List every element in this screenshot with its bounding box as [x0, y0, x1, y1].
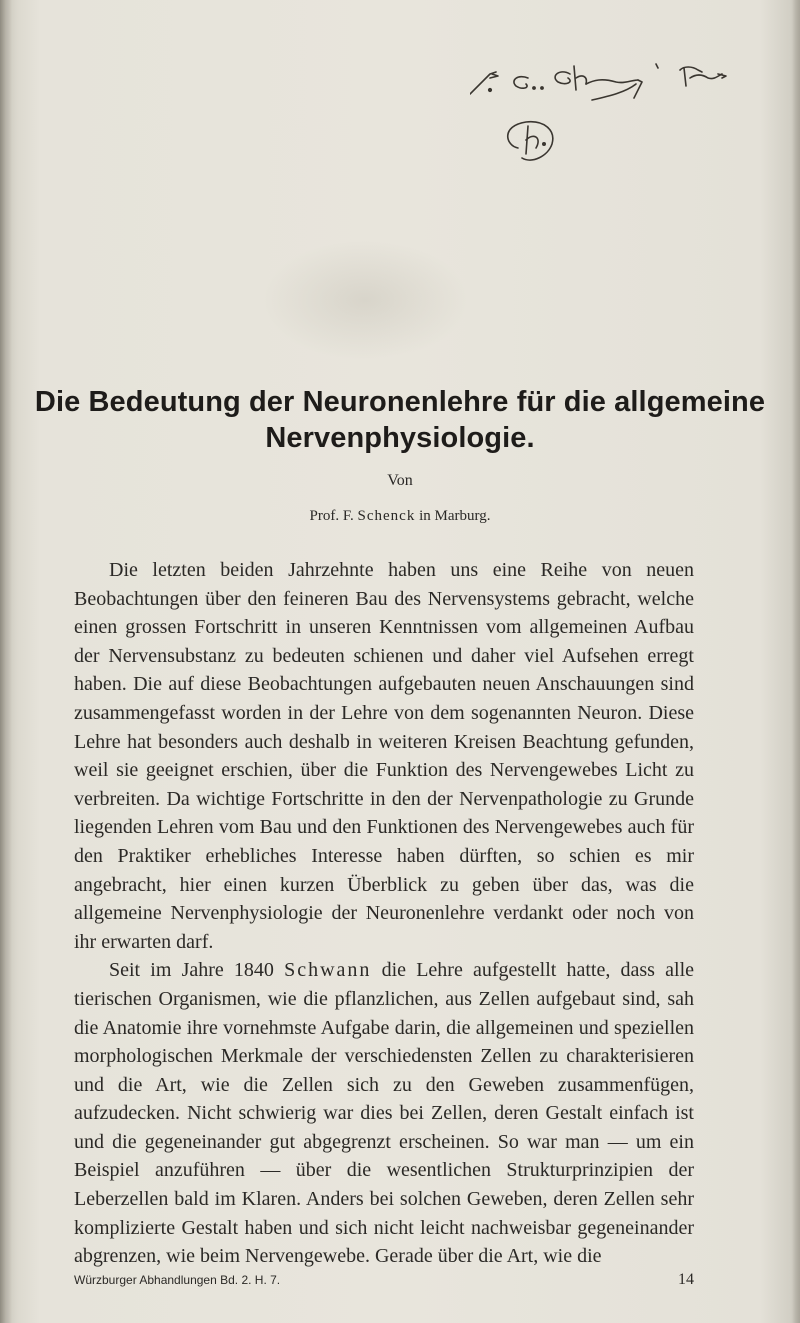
paragraph-2	[74, 956, 694, 1271]
paragraph-2-rest: die Lehre aufgestellt hatte, dass alle tierischen Organismen, wie die pflanzlichen, aus Zellen aufgebaut sind, sah die Anatomie ihre vornehmste Aufgabe darin, die allgemeinen und speziellen morphologischen Merkmale der verschiedensten Zellen zu charakterisieren und die Art, wie die Zellen sich zu den Geweben zusammenfügen, aufzudecken. Nicht schwierig war dies bei Zellen, deren Gestalt einfach ist und die gegeneinander gut abgegrenzt erscheinen. So war man — um ein Beispiel anzuführen — über die wesentlichen Strukturprinzipien der Leberzellen bald im Klaren. Anders bei solchen Geweben, deren Zellen sehr komplizierte Gestalt haben und sich nicht leicht nachweisbar gegeneinander abgrenzen, wie beim Nervengewebe. Gerade über die Art, wie die	[74, 959, 694, 1268]
paragraph-2-start: Seit im Jahre 1840	[109, 959, 274, 982]
page-footer	[74, 1273, 694, 1287]
author-location: in Marburg.	[419, 508, 491, 524]
page-edge-shadow	[792, 0, 800, 1323]
paragraph-2-name: Schwann	[284, 959, 372, 982]
article-title	[0, 384, 800, 456]
binding-shadow	[0, 0, 12, 1323]
author-line	[0, 508, 800, 525]
handwritten-annotation	[470, 60, 770, 210]
author-name: Schenck	[357, 508, 416, 524]
ink-bleed-through	[260, 240, 470, 360]
series-footnote: Würzburger Abhandlungen Bd. 2. H. 7.	[74, 1273, 281, 1287]
paragraph-1: Die letzten beiden Jahrzehnte haben uns eine Reihe von neuen Beobachtungen über den feineren Bau des Nervensystems gebracht, welche einen grossen Fortschritt in unseren Kenntnissen vom allgemeinen Aufbau der Nervensubstanz zu bedeuten schienen und daher viel Aufsehen erregt haben. Die auf diese Beobachtungen aufgebauten neuen Anschauungen sind zusammengefasst worden in der Lehre von dem sogenannten Neuron. Diese Lehre hat besonders auch deshalb in weiteren Kreisen Beachtung gefunden, weil sie geeignet erschien, über die Funktion des Nervengewebes Licht zu verbreiten. Da wichtige Fortschritte in den der Nervenpathologie zu Grunde liegenden Lehren vom Bau und den Funktionen des Nervengewebes auch für den Praktiker erhebliches Interesse haben dürften, so schien es mir angebracht, hier einen kurzen Überblick zu geben über das, was die allgemeine Nervenphysiologie der Neuronenlehre verdankt oder noch von ihr erwarten darf.	[74, 559, 694, 953]
page-number: 14	[678, 1271, 694, 1288]
byline-von: Von	[387, 472, 413, 489]
article-body	[74, 556, 694, 1271]
title-line-1: Die Bedeutung der Neuronenlehre für die allgemeine	[34, 386, 766, 418]
title-line-2: Nervenphysiologie.	[265, 422, 535, 454]
author-prefix: Prof. F.	[309, 508, 354, 524]
